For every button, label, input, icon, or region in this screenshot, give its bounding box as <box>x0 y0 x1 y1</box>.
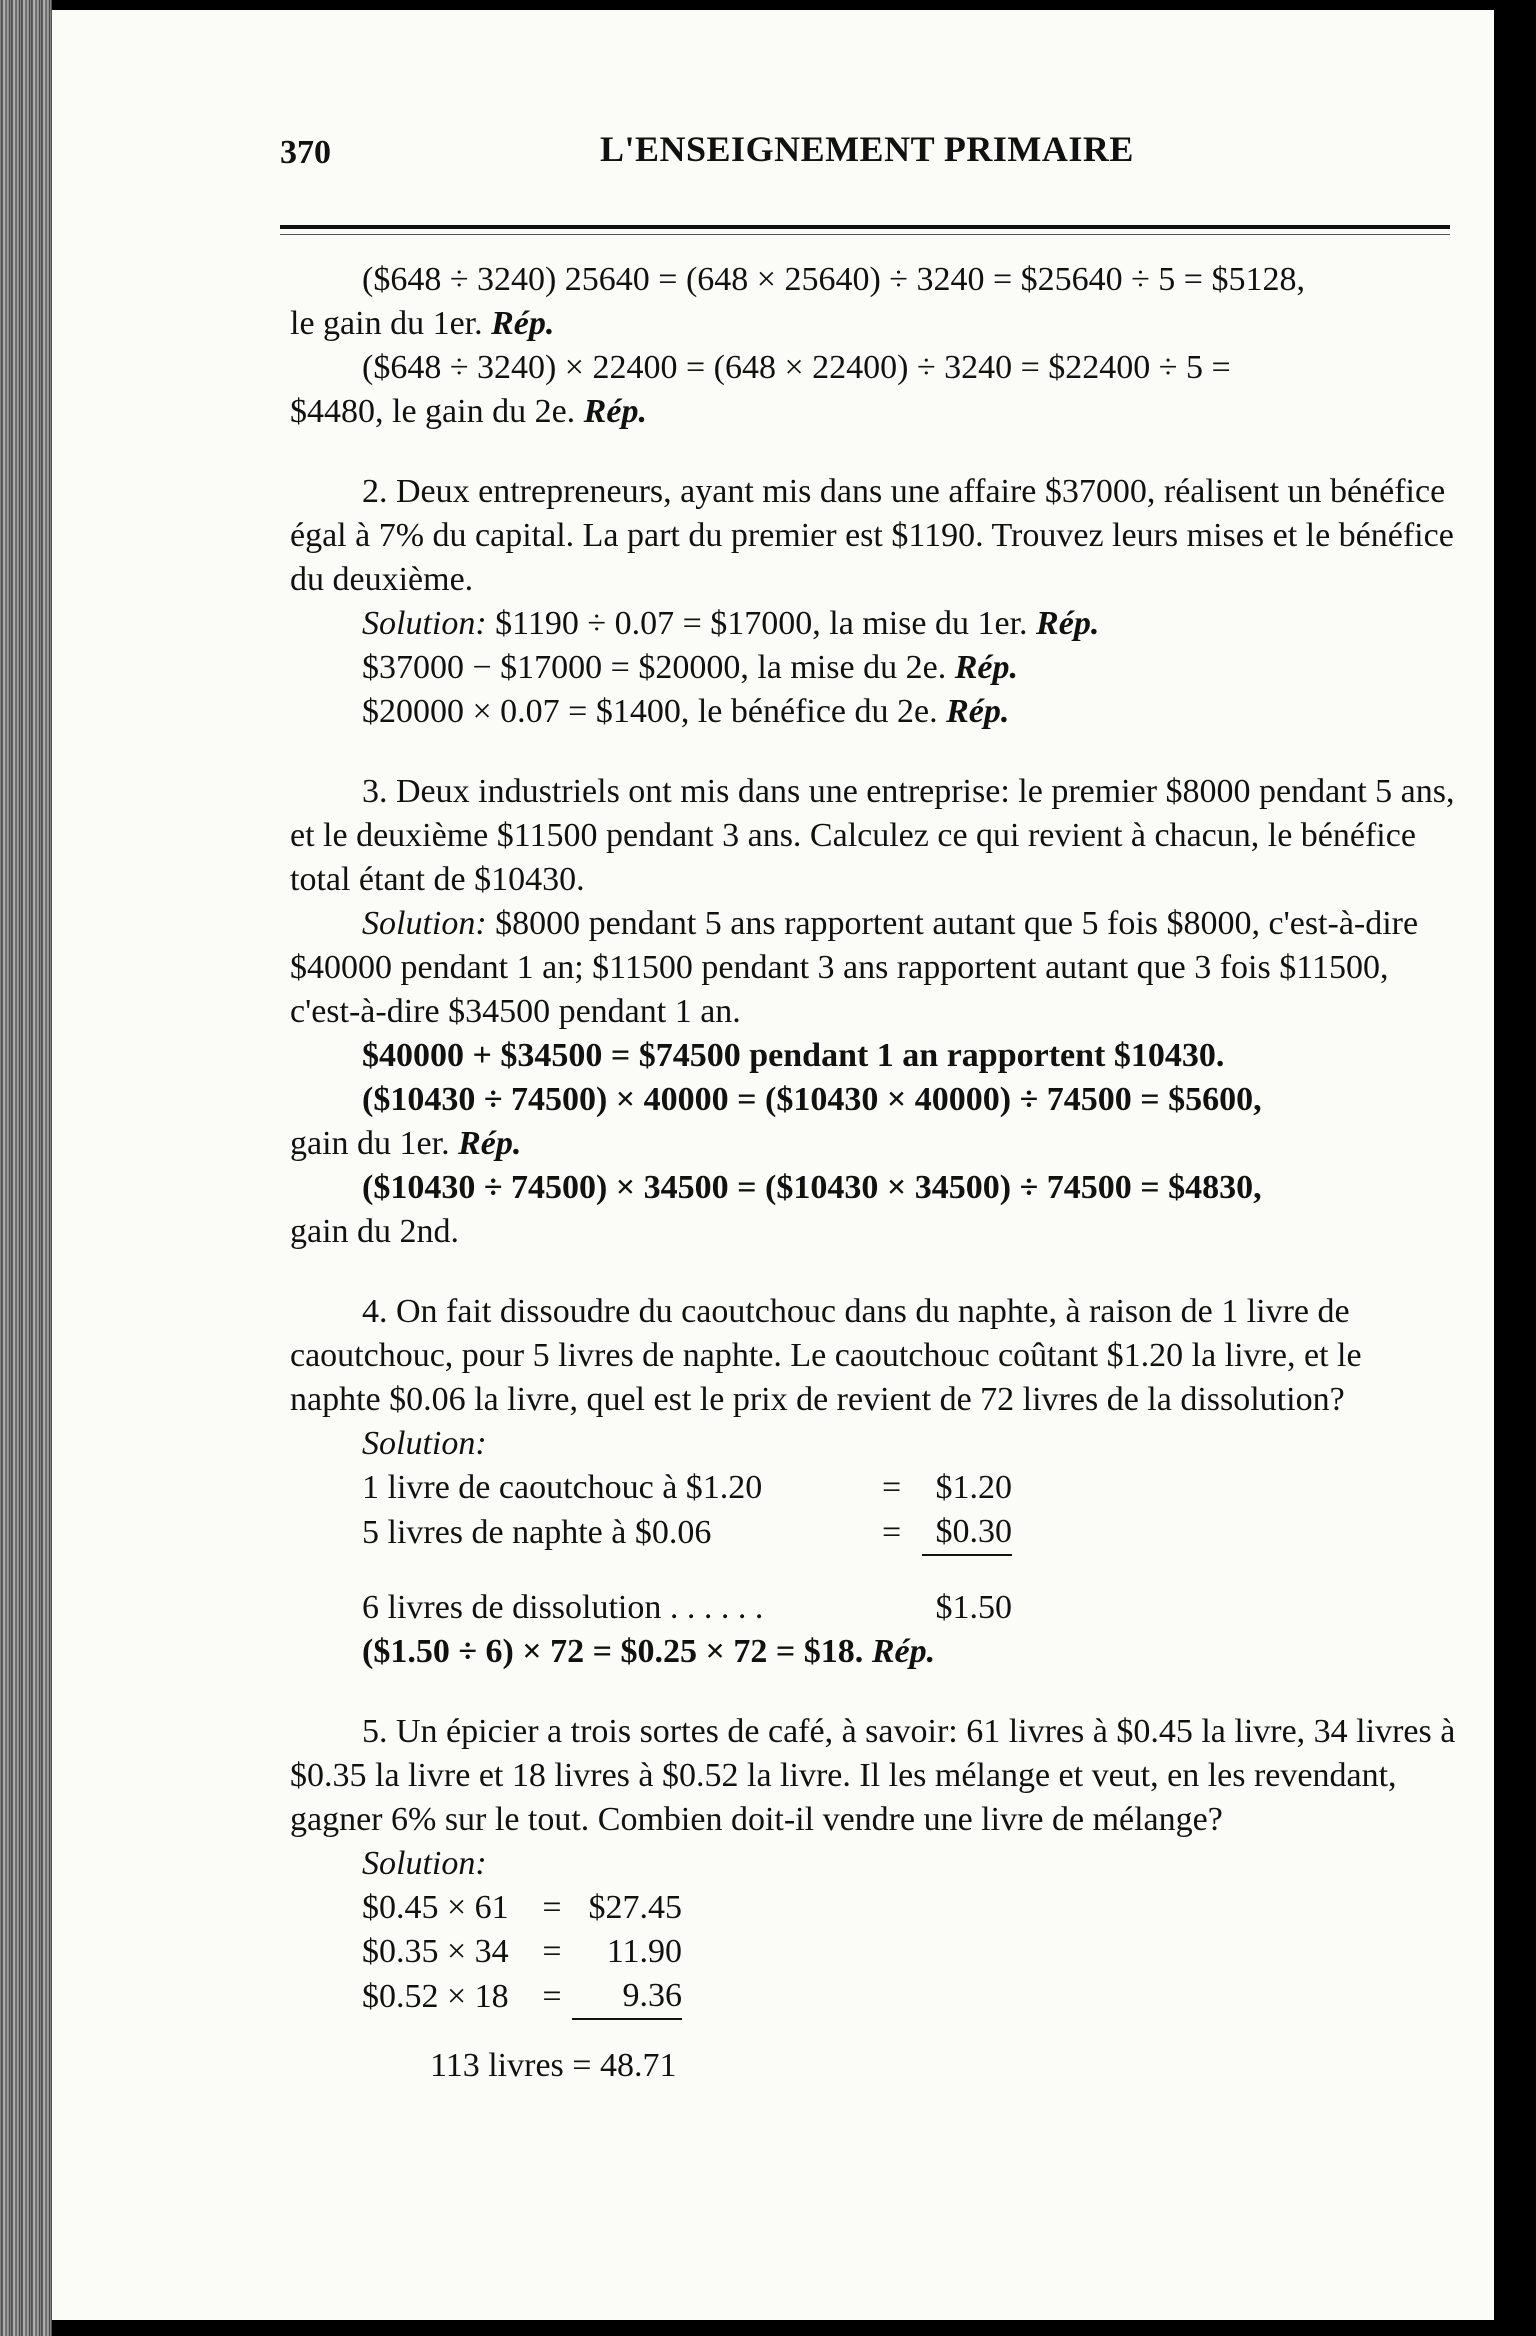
solution-paragraph: Solution: $8000 pendant 5 ans rapportent autant que 5 fois $8000, c'est-à-dire $40000 pendant 1 an; $11500 pendant 3 ans rapportent autant que 3 fois $11500, c'est-à-dire $34500 pendant 1 an. <box>290 905 1419 1030</box>
table-row: $0.45 × 61 = $27.45 <box>362 1889 682 1926</box>
book-binding <box>0 0 52 2336</box>
page-number: 370 <box>280 134 331 171</box>
solution-label: Solution: <box>362 605 487 642</box>
text-line: ($648 ÷ 3240) × 22400 = (648 × 22400) ÷ 3240 = $22400 ÷ 5 = <box>362 349 1231 386</box>
solution-line: ($10430 ÷ 74500) × 40000 = ($10430 × 40000) ÷ 74500 = $5600, <box>362 1081 1262 1118</box>
solution-line: $20000 × 0.07 = $1400, le bénéfice du 2e. Rép. <box>362 693 1010 730</box>
table-row: 6 livres de dissolution . . . . . . $1.50 <box>362 1589 1012 1626</box>
solution-line: $40000 + $34500 = $74500 pendant 1 an rapportent $10430. <box>362 1037 1225 1074</box>
solution-label: Solution: <box>362 1425 487 1462</box>
problem-statement: 5. Un épicier a trois sortes de café, à savoir: 61 livres à $0.45 la livre, 34 livres à $0.35 la livre et 18 livres à $0.52 la livre. Il les mélange et veut, en les revendant, gagner 6% sur le tout. Combien doit-il vendre une livre de mélange? <box>290 1713 1456 1838</box>
solution-line: $37000 − $17000 = $20000, la mise du 2e. Rép. <box>362 649 1018 686</box>
text-line: le gain du 1er. Rép. <box>290 305 555 342</box>
solution-line: Solution: $1190 ÷ 0.07 = $17000, la mise du 1er. Rép. <box>362 605 1100 642</box>
solution-line: ($1.50 ÷ 6) × 72 = $0.25 × 72 = $18. Rép. <box>362 1633 936 1670</box>
header-rule-thin <box>280 234 1450 235</box>
calculation-table <box>362 1466 1012 1630</box>
table-row: 5 livres de naphte à $0.06 = $0.30 <box>362 1513 1012 1551</box>
text-line: ($648 ÷ 3240) 25640 = (648 × 25640) ÷ 3240 = $25640 ÷ 5 = $5128, <box>362 261 1305 298</box>
problem-2 <box>290 470 1456 734</box>
running-title: L'ENSEIGNEMENT PRIMAIRE <box>600 129 1134 169</box>
solution-line: gain du 1er. Rép. <box>290 1125 522 1162</box>
solution-label: Solution: <box>362 905 487 942</box>
header-rule <box>280 225 1450 229</box>
page-header <box>230 128 1460 188</box>
solution-line: gain du 2nd. <box>290 1213 460 1250</box>
text-line: $4480, le gain du 2e. Rép. <box>290 393 647 430</box>
problem-5 <box>290 1710 1456 2088</box>
solution-total: 113 livres = 48.71 <box>430 2047 677 2084</box>
page-body <box>290 258 1456 2088</box>
problem-statement: 4. On fait dissoudre du caoutchouc dans du naphte, à raison de 1 livre de caoutchouc, pour 5 livres de naphte. Le caoutchouc coûtant $1.20 la livre, et le naphte $0.06 la livre, quel est le prix de revient de 72 livres de la dissolution? <box>290 1293 1362 1418</box>
problem-statement: 3. Deux industriels ont mis dans une entreprise: le premier $8000 pendant 5 ans, et le deuxième $11500 pendant 3 ans. Calculez ce qui revient à chacun, le bénéfice total étant de $10430. <box>290 773 1455 898</box>
calculation-table <box>362 1886 682 2044</box>
problem-3 <box>290 770 1456 1254</box>
page-edge <box>1494 0 1536 2336</box>
solution-line: ($10430 ÷ 74500) × 34500 = ($10430 × 34500) ÷ 74500 = $4830, <box>362 1169 1262 1206</box>
table-row: 1 livre de caoutchouc à $1.20 = $1.20 <box>362 1469 1012 1506</box>
table-row: $0.52 × 18 = 9.36 <box>362 1977 682 2015</box>
problem-statement: 2. Deux entrepreneurs, ayant mis dans une affaire $37000, réalisent un bénéfice égal à 7% du capital. La part du premier est $1190. Trouvez leurs mises et le bénéfice du deuxième. <box>290 473 1454 598</box>
solution-label: Solution: <box>362 1845 487 1882</box>
table-row: $0.35 × 34 = 11.90 <box>362 1933 682 1970</box>
problem-4 <box>290 1290 1456 1674</box>
